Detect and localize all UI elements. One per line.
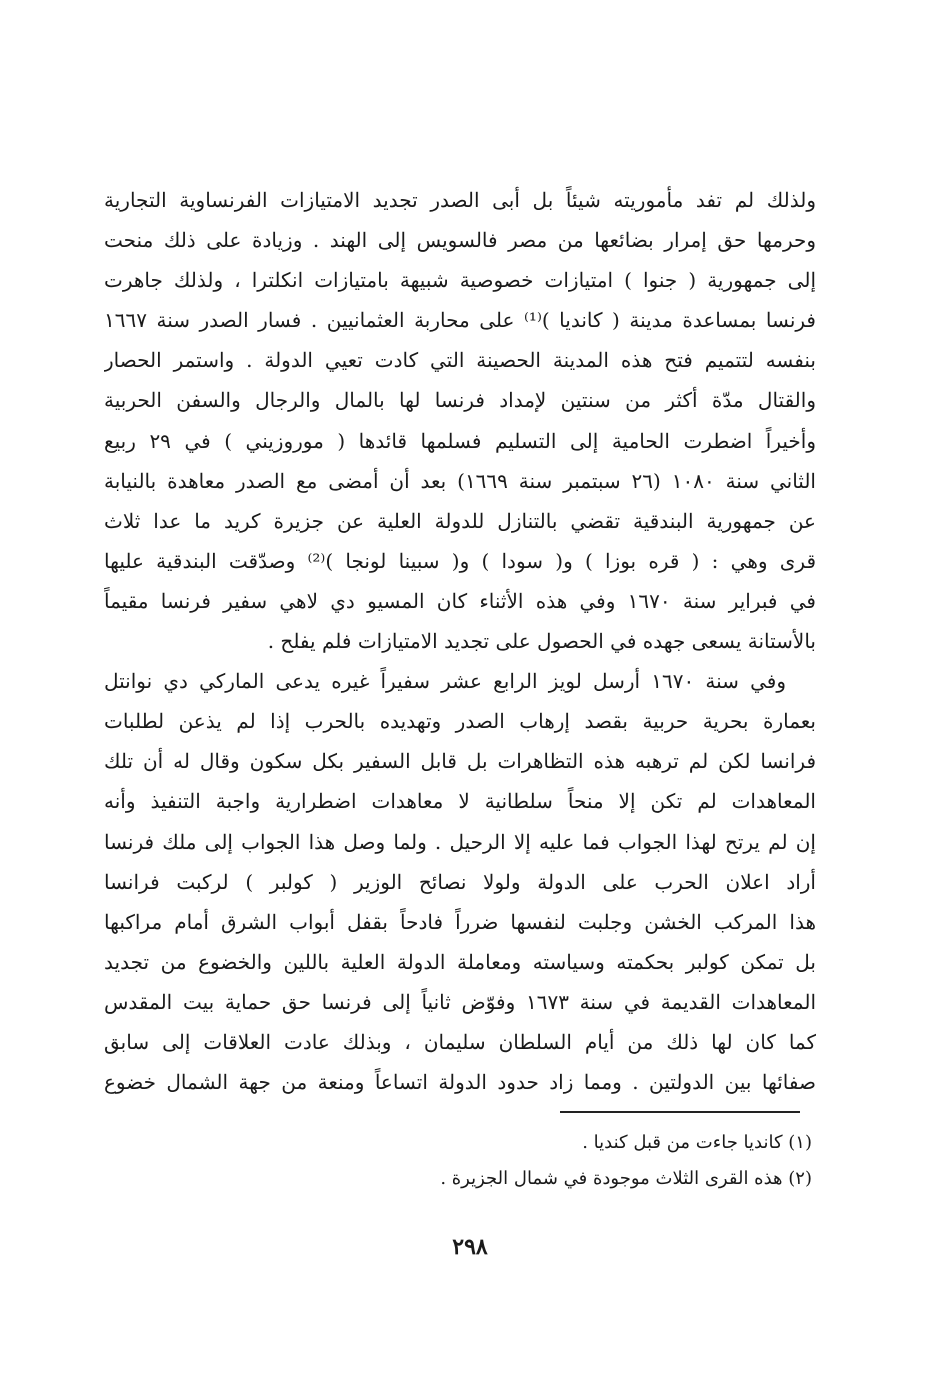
body-text [104, 180, 816, 1102]
text-line: وفي سنة ١٦٧٠ أرسل لويز الرابع عشر سفيراً غيره يدعى الماركي دي نوانتل [104, 669, 786, 694]
text-line: بل تمكن كولبر بحكمته وسياسته ومعاملة الدولة العلية باللين والخضوع من تجديد [104, 949, 816, 974]
text-line: بنفسه لتتميم فتح هذه المدينة الحصينة التي كادت تعيي الدولة . واستمر الحصار [104, 348, 816, 373]
footnote-divider [560, 1111, 800, 1113]
text-line: ولذلك لم تفد مأموريته شيئاً بل أبى الصدر تجديد الامتيازات الفرنساوية التجارية [104, 188, 816, 212]
text-line: إلى جمهورية ( جنوا ) امتيازات خصوصية شبيهة بامتيازات انكلترا ، ولذلك جاهرت [104, 268, 816, 293]
text-line: وحرمها حق إمرار بضائعها من مصر فالسويس إلى الهند . وزيادة على ذلك منحت [104, 228, 816, 253]
text-line: المعاهدات لم تكن إلا منحاً سلطانية لا معاهدات اضطرارية واجبة التنفيذ وأنه [104, 789, 816, 814]
text-line: قرى وهي : ( قره بوزا ) و( سودا ) و( سبينا لونجا )⁽²⁾ وصدّقت البندقية عليها [104, 548, 816, 573]
text-line: عن جمهورية البندقية تقضي بالتنازل للدولة العلية عن جزيرة كريد ما عدا ثلاث [104, 508, 816, 533]
text-line: بعمارة بحرية حربية بقصد إرهاب الصدر وتهديده بالحرب إذا لم يذعن لطلبات [104, 709, 816, 734]
text-line: أراد اعلان الحرب على الدولة ولولا نصائح الوزير ( كولبر ) لركبت فرانسا [104, 869, 816, 894]
text-line: صفائها بين الدولتين . ومما زاد حدود الدولة اتساعاً ومنعة من جهة الشمال خضوع [104, 1070, 816, 1095]
page-number: ٢٩٨ [452, 1234, 488, 1260]
text-line: هذا المركب الخشن وجلبت لنفسها ضرراً فادحاً بقفل أبواب الشرق أمام مراكبها [104, 909, 816, 934]
text-line: إن لم يرتح لهذا الجواب فما عليه إلا الرحيل . ولما وصل هذا الجواب إلى ملك فرنسا [104, 829, 816, 854]
text-line: في فبراير سنة ١٦٧٠ وفي هذه الأثناء كان المسيو دي لاهي سفير فرنسا مقيماً [104, 588, 816, 613]
text-line: والقتال مدّة أكثر من سنتين لإمداد فرنسا لها بالمال والرجال والسفن الحربية [104, 388, 816, 413]
text-line: المعاهدات القديمة في سنة ١٦٧٣ وفوّض ثانياً إلى فرنسا حق حماية بيت المقدس [104, 989, 816, 1014]
footnote-1: (١) كانديا جاءت من قبل كنديا . [582, 1132, 812, 1153]
footnotes [192, 1125, 812, 1197]
text-line: فرانسا لكن لم ترهبه هذه التظاهرات بل قابل السفير بكل سكون وقال له أن تلك [104, 749, 816, 774]
text-line: الثاني سنة ١٠٨٠ (٢٦ سبتمبر سنة ١٦٦٩) بعد أن أمضى مع الصدر معاهدة بالنيابة [104, 468, 816, 493]
text-line: بالأستانة يسعى جهده في الحصول على تجديد الامتيازات فلم يفلح . [267, 629, 816, 654]
footnote-2: (٢) هذه القرى الثلاث موجودة في شمال الجزيرة . [440, 1168, 812, 1189]
text-line: وأخيراً اضطرت الحامية إلى التسليم فسلمها قائدها ( موروزيني ) في ٢٩ ربيع [104, 428, 816, 453]
text-line: فرنسا بمساعدة مدينة ( كانديا )⁽¹⁾ على محاربة العثمانيين . فسار الصدر سنة ١٦٦٧ [104, 308, 816, 333]
text-line: كما كان لها ذلك من أيام السلطان سليمان ، وبذلك عادت العلاقات إلى سابق [104, 1029, 816, 1054]
